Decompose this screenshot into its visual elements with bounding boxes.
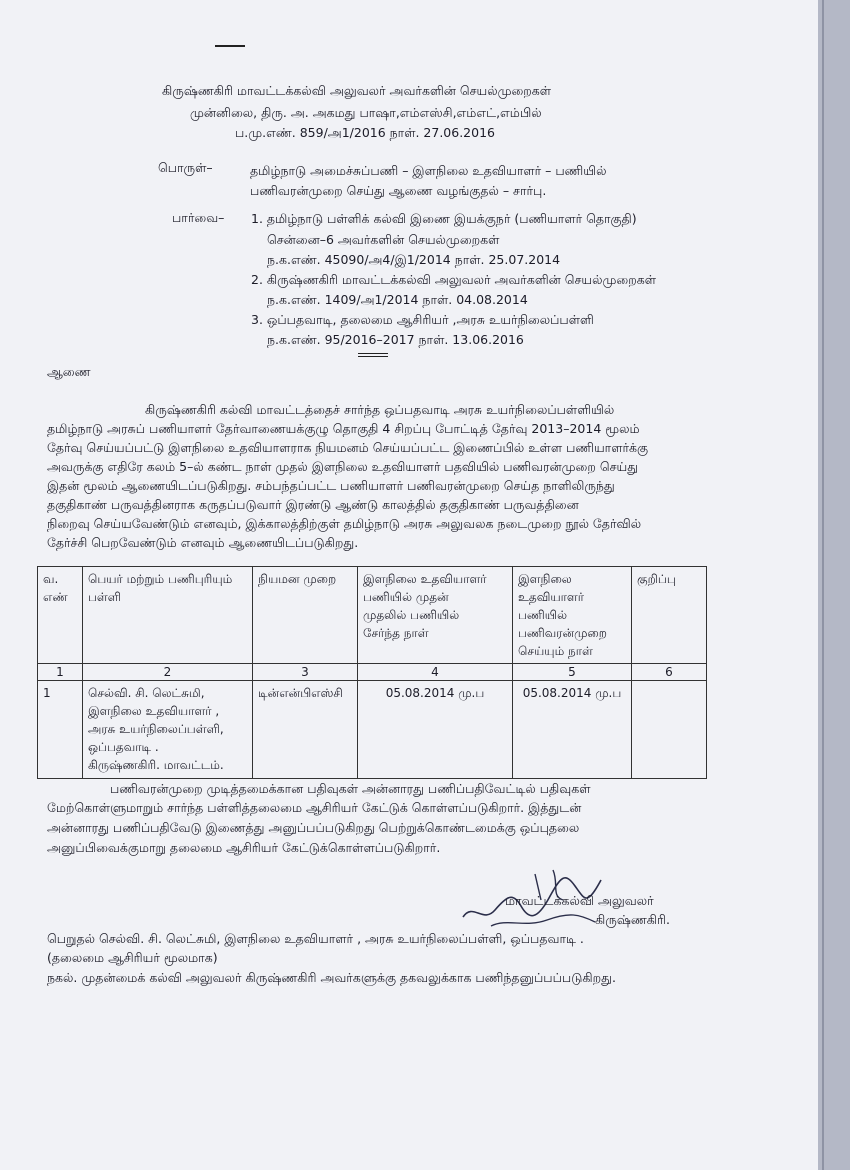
reference-label: பார்வை– (172, 210, 225, 225)
order-paragraph-line: தேர்ச்சி பெறவேண்டும் எனவும் ஆணையிடப்படுகிறது. (47, 535, 359, 550)
order-paragraph-line: கிருஷ்ணகிரி கல்வி மாவட்டத்தைச் சார்ந்த ஒப்பதவாடி அரசு உயர்நிலைப்பள்ளியில் (145, 402, 615, 417)
mark-dash (215, 45, 245, 47)
header-joining-date: இளநிலை உதவியாளர் பணியில் முதன் முதலில் பணியில் சேர்ந்த நாள் (358, 567, 513, 664)
subject-label: பொருள்– (158, 160, 213, 175)
reference-line: ந.க.எண். 95/2016–2017 நாள். 13.06.2016 (267, 332, 524, 347)
column-number: 4 (358, 664, 513, 681)
reference-line: சென்னை–6 அவர்களின் செயல்முறைகள் (267, 232, 500, 247)
reference-line: 3. ஒப்பதவாடி, தலைமை ஆசிரியர் ,அரசு உயர்நிலைப்பள்ளி (251, 312, 594, 327)
row-remarks (632, 681, 707, 779)
reference-line: ந.க.எண். 45090/அ4/இ1/2014 நாள். 25.07.2014 (267, 252, 561, 267)
order-paragraph-line: நிறைவு செய்யவேண்டும் எனவும், இக்காலத்திற்குள் தமிழ்நாடு அரசு அலுவலக நடைமுறை நூல் தேர்வில் (47, 516, 642, 531)
table-row (38, 681, 707, 779)
table-header-row (38, 567, 707, 664)
scan-edge (818, 0, 850, 1170)
table-column-numbers (38, 664, 707, 681)
reference-line: ந.க.எண். 1409/அ1/2014 நாள். 04.08.2014 (267, 292, 528, 307)
column-number: 1 (38, 664, 83, 681)
order-paragraph-line: தமிழ்நாடு அரசுப் பணியாளர் தேர்வாணையக்குழு தொகுதி 4 சிறப்பு போட்டித் தேர்வு 2013–2014 மூலம் (47, 421, 640, 436)
header-serial: வ. எண் (38, 567, 83, 664)
column-number: 5 (513, 664, 632, 681)
signature-title: மாவட்டக்கல்வி அலுவலர் (505, 893, 654, 908)
divider (358, 356, 388, 357)
row-joining-date: 05.08.2014 மு.ப (358, 681, 513, 779)
closing-paragraph-line: மேற்கொள்ளுமாறும் சார்ந்த பள்ளித்தலைமை ஆசிரியர் கேட்டுக் கொள்ளப்படுகிறார். இத்துடன் (47, 800, 582, 815)
row-appointment-method: டின்என்பிஎஸ்சி (253, 681, 358, 779)
copy-to: நகல். முதன்மைக் கல்வி அலுவலர் கிருஷ்ணகிரி அவர்களுக்கு தகவலுக்காக பணிந்தனுப்பப்படுகிறது. (47, 970, 616, 985)
closing-paragraph-line: பணிவரன்முறை முடித்தமைக்கான பதிவுகள் அன்னாரது பணிப்பதிவேட்டில் பதிவுகள் (110, 781, 591, 796)
header-regularisation-date: இளநிலை உதவியாளர் பணியில் பணிவரன்முறை செய்யும் நாள் (513, 567, 632, 664)
recipient-line-1: பெறுதல் செல்வி. சி. லெட்சுமி, இளநிலை உதவியாளர் , அரசு உயர்நிலைப்பள்ளி, ஒப்பதவாடி . (47, 931, 584, 946)
appointment-table (37, 566, 707, 779)
recipient-line-2: (தலைமை ஆசிரியர் மூலமாக) (47, 950, 218, 965)
order-paragraph-line: தகுதிகாண் பருவத்தினராக கருதப்படுவார் இரண்டு ஆண்டு காலத்தில் தகுதிகாண் பருவத்தினை (47, 497, 579, 512)
header-line-1: கிருஷ்ணகிரி மாவட்டக்கல்வி அலுவலர் அவர்களின் செயல்முறைகள் (162, 83, 552, 98)
reference-line: 2. கிருஷ்ணகிரி மாவட்டக்கல்வி அலுவலர் அவர்களின் செயல்முறைகள் (251, 272, 656, 287)
order-paragraph-line: தேர்வு செய்யப்பட்டு இளநிலை உதவியாளராக நியமனம் செய்யப்பட்ட இணைப்பில் உள்ள பணியாளர்க்கு (47, 440, 649, 455)
header-line-3: ப.மு.எண். 859/அ1/2016 நாள். 27.06.2016 (235, 125, 495, 140)
header-appointment-method: நியமன முறை (253, 567, 358, 664)
header-name-school: பெயர் மற்றும் பணிபுரியும் பள்ளி (83, 567, 253, 664)
subject-line-1: தமிழ்நாடு அமைச்சுப்பணி – இளநிலை உதவியாளர் – பணியில் (250, 163, 607, 178)
header-remarks: குறிப்பு (632, 567, 707, 664)
subject-line-2: பணிவரன்முறை செய்து ஆணை வழங்குதல் – சார்பு. (250, 183, 547, 198)
row-name-school: செல்வி. சி. லெட்சுமி, இளநிலை உதவியாளர் , அரசு உயர்நிலைப்பள்ளி, ஒப்பதவாடி . கிருஷ்ணகிரி. மாவட்டம். (83, 681, 253, 779)
column-number: 3 (253, 664, 358, 681)
reference-line: 1. தமிழ்நாடு பள்ளிக் கல்வி இணை இயக்குநர் (பணியாளர் தொகுதி) (251, 211, 637, 226)
order-paragraph-line: அவருக்கு எதிரே கலம் 5–ல் கண்ட நாள் முதல் இளநிலை உதவியாளர் பதவியில் பணிவரன்முறை செய்து (47, 459, 639, 474)
closing-paragraph-line: அன்னாரது பணிப்பதிவேடு இணைத்து அனுப்பப்படுகிறது பெற்றுக்கொண்டமைக்கு ஒப்புதலை (47, 820, 580, 835)
column-number: 2 (83, 664, 253, 681)
column-number: 6 (632, 664, 707, 681)
row-regularisation-date: 05.08.2014 மு.ப (513, 681, 632, 779)
header-line-2: முன்னிலை, திரு. அ. அகமது பாஷா,எம்எஸ்சி,எம்எட்,எம்பில் (190, 105, 542, 120)
signature-place: கிருஷ்ணகிரி. (595, 912, 670, 927)
order-paragraph-line: இதன் மூலம் ஆணையிடப்படுகிறது. சம்பந்தப்பட்ட பணியாளர் பணிவரன்முறை செய்த நாளிலிருந்து (47, 478, 615, 493)
row-serial: 1 (38, 681, 83, 779)
order-label: ஆணை (47, 364, 91, 379)
closing-paragraph-line: அனுப்பிவைக்குமாறு தலைமை ஆசிரியர் கேட்டுக்கொள்ளப்படுகிறார். (47, 840, 441, 855)
divider (358, 353, 388, 354)
